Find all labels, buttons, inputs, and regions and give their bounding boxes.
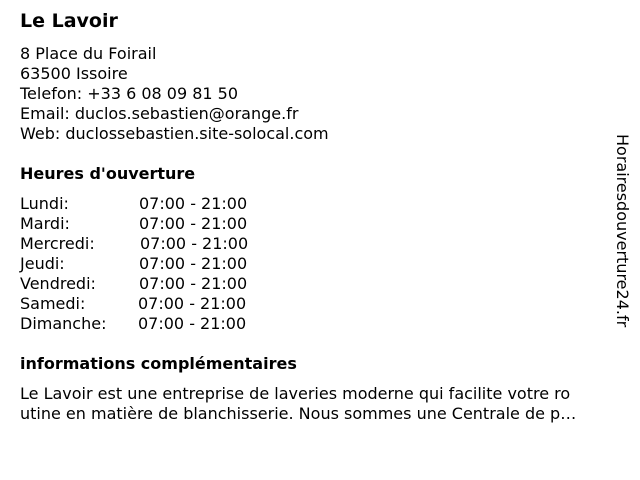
email-line: Email: duclos.sebastien@orange.fr	[20, 104, 299, 123]
day-label: Lundi:	[20, 194, 69, 213]
hours-row-friday	[20, 274, 280, 294]
business-description	[20, 384, 626, 424]
additional-info-heading: informations complémentaires	[20, 354, 297, 373]
day-label: Vendredi:	[20, 274, 96, 293]
day-label: Mercredi:	[20, 234, 95, 253]
time-range: 07:00 - 21:00	[139, 274, 248, 293]
time-range: 07:00 - 21:00	[139, 214, 248, 233]
day-label: Mardi:	[20, 214, 70, 233]
contact-block	[20, 44, 329, 144]
hours-row-tuesday	[20, 214, 280, 234]
site-watermark: Horairesdouverture24.fr	[613, 134, 632, 328]
opening-hours-heading: Heures d'ouverture	[20, 164, 196, 183]
day-label: Samedi:	[20, 294, 86, 313]
hours-row-sunday	[20, 314, 280, 334]
address-street: 8 Place du Foirail	[20, 44, 157, 63]
hours-row-monday	[20, 194, 280, 214]
time-range: 07:00 - 21:00	[139, 194, 248, 213]
time-range: 07:00 - 21:00	[138, 294, 247, 313]
hours-row-saturday	[20, 294, 280, 314]
hours-row-wednesday	[20, 234, 280, 254]
hours-row-thursday	[20, 254, 280, 274]
time-range: 07:00 - 21:00	[138, 314, 247, 333]
description-line-1: Le Lavoir est une entreprise de laveries moderne qui facilite votre ro	[20, 384, 571, 403]
address-city: 63500 Issoire	[20, 64, 128, 83]
web-line: Web: duclossebastien.site-solocal.com	[20, 124, 329, 143]
phone-line: Telefon: +33 6 08 09 81 50	[20, 84, 239, 103]
time-range: 07:00 - 21:00	[140, 234, 249, 253]
business-name: Le Lavoir	[20, 10, 118, 32]
day-label: Dimanche:	[20, 314, 107, 333]
day-label: Jeudi:	[20, 254, 65, 273]
opening-hours-table	[20, 194, 280, 334]
description-line-2: utine en matière de blanchisserie. Nous sommes une Centrale de p…	[20, 404, 577, 423]
time-range: 07:00 - 21:00	[139, 254, 248, 273]
